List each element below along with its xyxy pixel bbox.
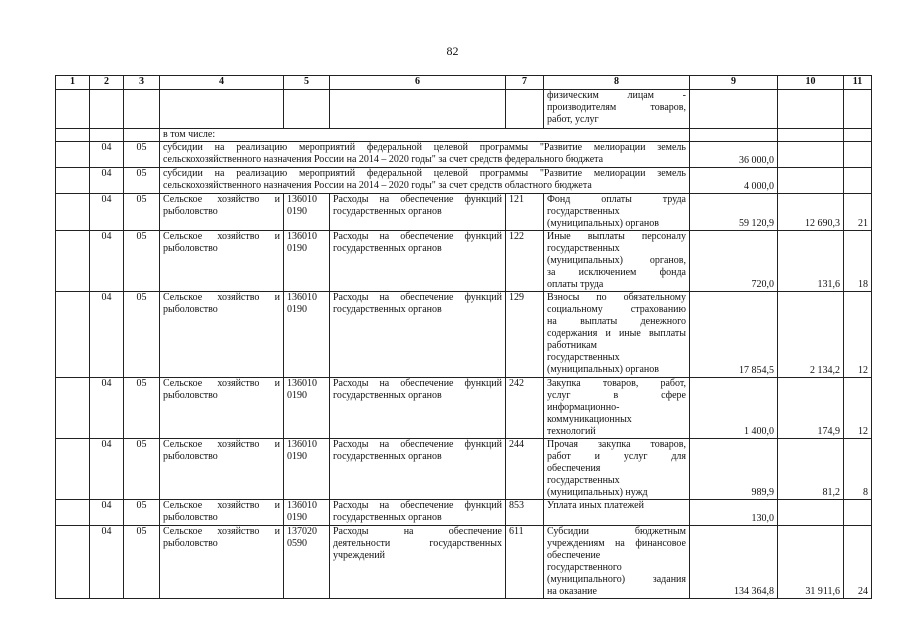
section-code-text: 04 <box>101 439 112 450</box>
section-code <box>90 231 124 292</box>
column-header <box>690 76 778 90</box>
executed-amount-text: 174,9 <box>817 426 840 437</box>
cell-line: Фонд оплаты труда <box>547 194 686 205</box>
section-code-text: 04 <box>101 526 112 537</box>
column-header <box>544 76 690 90</box>
expense-type-name <box>544 526 690 599</box>
empty-cell <box>56 500 90 526</box>
cell-line: государственных <box>547 352 620 363</box>
plan-amount <box>690 231 778 292</box>
cell-line: коммуникационных <box>547 414 632 425</box>
cell-line: Взносы по обязательному <box>547 292 686 303</box>
budget-row <box>56 231 872 292</box>
execution-percent <box>844 378 872 439</box>
budget-row <box>56 194 872 231</box>
subsection-code <box>124 231 160 292</box>
section-code-text: 04 <box>101 194 112 205</box>
subsection-code-text: 05 <box>136 142 147 153</box>
budget-row <box>56 500 872 526</box>
target-article-code <box>284 378 330 439</box>
empty-cell <box>690 90 778 129</box>
plan-amount-text: 17 854,5 <box>739 365 774 376</box>
executed-amount-text: 81,2 <box>822 487 840 498</box>
expense-description <box>330 526 506 599</box>
column-header-label: 1 <box>70 76 75 87</box>
empty-cell <box>690 129 778 142</box>
cell-line: государственных органов <box>333 512 442 523</box>
section-name <box>160 194 284 231</box>
expense-type-name <box>544 500 690 526</box>
expense-type-code-text: 129 <box>509 292 524 303</box>
cell-line: государственных <box>547 243 620 254</box>
cell-line: государственных <box>547 206 620 217</box>
section-code-text: 04 <box>101 231 112 242</box>
executed-amount <box>778 378 844 439</box>
empty-cell <box>90 129 124 142</box>
cell-line: физическим лицам - <box>547 90 686 101</box>
column-header <box>160 76 284 90</box>
expense-type-code <box>506 231 544 292</box>
cell-line: Закупка товаров, работ, <box>547 378 686 389</box>
executed-amount <box>778 439 844 500</box>
execution-percent <box>844 439 872 500</box>
target-article-code <box>284 292 330 378</box>
cell-line: рыболовство <box>163 243 218 254</box>
cell-line: работ, услуг <box>547 114 599 125</box>
section-code-text: 04 <box>101 168 112 179</box>
cell-line: рыболовство <box>163 304 218 315</box>
execution-percent-text: 12 <box>858 426 868 437</box>
cell-line: Расходы на обеспечение функций <box>333 231 502 242</box>
cell-line: Расходы на обеспечение <box>333 526 502 537</box>
execution-percent <box>844 292 872 378</box>
cell-line: оплаты труда <box>547 279 604 290</box>
continuation-row <box>56 90 872 129</box>
expense-type-code <box>506 526 544 599</box>
budget-row <box>56 378 872 439</box>
column-header-label: 10 <box>805 76 816 87</box>
column-header <box>56 76 90 90</box>
empty-cell <box>56 378 90 439</box>
cell-line: 0190 <box>287 206 307 217</box>
cell-line: Расходы на обеспечение функций <box>333 292 502 303</box>
subsection-code <box>124 292 160 378</box>
in-number-row <box>56 129 872 142</box>
executed-amount <box>778 526 844 599</box>
cell-line: (муниципальных) органов <box>547 218 660 229</box>
expense-description <box>330 292 506 378</box>
cell-line: рыболовство <box>163 538 218 549</box>
section-name <box>160 378 284 439</box>
empty-cell <box>778 142 844 168</box>
expense-description <box>330 378 506 439</box>
cell-line: государственных органов <box>333 206 442 217</box>
budget-row <box>56 439 872 500</box>
cell-line: Сельское хозяйство и <box>163 526 280 537</box>
cell-line: 136010 <box>287 378 317 389</box>
budget-table <box>55 75 872 599</box>
cell-line: рыболовство <box>163 451 218 462</box>
empty-cell <box>778 90 844 129</box>
section-code-text: 04 <box>101 500 112 511</box>
empty-cell <box>844 129 872 142</box>
expense-type-code <box>506 500 544 526</box>
execution-percent <box>844 194 872 231</box>
cell-line: государственных органов <box>333 390 442 401</box>
cell-line: государственных <box>547 475 620 486</box>
cell-line: Сельское хозяйство и <box>163 500 280 511</box>
section-code <box>90 292 124 378</box>
cell-line: производителям товаров, <box>547 102 686 113</box>
execution-percent-text: 21 <box>858 218 868 229</box>
column-header <box>124 76 160 90</box>
cell-line: учреждениям на финансовое <box>547 538 686 549</box>
empty-cell <box>778 129 844 142</box>
expense-type-code-text: 244 <box>509 439 524 450</box>
cell-line: работ и услуг для <box>547 451 686 462</box>
section-name <box>160 439 284 500</box>
empty-cell <box>160 90 284 129</box>
cell-line: 137020 <box>287 526 317 537</box>
section-code <box>90 142 124 168</box>
budget-row <box>56 292 872 378</box>
cell-line: субсидии на реализацию мероприятий федеральной целевой программы "Развитие мелиорации земель <box>163 142 686 153</box>
executed-amount <box>778 231 844 292</box>
cell-line: Расходы на обеспечение функций <box>333 378 502 389</box>
target-article-code <box>284 526 330 599</box>
empty-cell <box>124 90 160 129</box>
subsidy-row <box>56 168 872 194</box>
cell-line: 0190 <box>287 512 307 523</box>
subsection-code <box>124 526 160 599</box>
cell-line: 0590 <box>287 538 307 549</box>
empty-cell <box>284 90 330 129</box>
column-header-label: 8 <box>614 76 619 87</box>
plan-amount <box>690 378 778 439</box>
empty-cell <box>56 526 90 599</box>
subsection-code <box>124 439 160 500</box>
execution-percent-text: 8 <box>863 487 868 498</box>
column-header-label: 2 <box>104 76 109 87</box>
header-row <box>56 76 872 90</box>
subsidy-description <box>160 168 690 194</box>
target-article-code <box>284 439 330 500</box>
expense-type-code-text: 853 <box>509 500 524 511</box>
subsection-code <box>124 194 160 231</box>
expense-description <box>330 194 506 231</box>
cell-line: Иные выплаты персоналу <box>547 231 686 242</box>
cell-line: Прочая закупка товаров, <box>547 439 686 450</box>
column-header-label: 5 <box>304 76 309 87</box>
empty-cell <box>330 90 506 129</box>
expense-description <box>330 439 506 500</box>
cell-line: обеспечение <box>547 550 601 561</box>
section-code <box>90 168 124 194</box>
cell-line: (муниципальных) органов <box>547 364 660 375</box>
column-header <box>778 76 844 90</box>
subsection-code-text: 05 <box>136 378 147 389</box>
expense-type-code <box>506 378 544 439</box>
budget-row <box>56 526 872 599</box>
cell-line: 0190 <box>287 390 307 401</box>
cell-line: рыболовство <box>163 206 218 217</box>
cell-line: Сельское хозяйство и <box>163 378 280 389</box>
subsection-code <box>124 142 160 168</box>
section-code <box>90 526 124 599</box>
plan-amount-text: 989,9 <box>751 487 774 498</box>
cell-line: 0190 <box>287 243 307 254</box>
expense-description <box>330 500 506 526</box>
cell-line: 136010 <box>287 231 317 242</box>
page-number: 82 <box>446 44 459 58</box>
subsidy-description <box>160 142 690 168</box>
cell-line: учреждений <box>333 550 385 561</box>
cell-line: 0190 <box>287 451 307 462</box>
cell-line: технологий <box>547 426 596 437</box>
section-code <box>90 500 124 526</box>
expense-type-code-text: 611 <box>509 526 524 537</box>
section-code-text: 04 <box>101 292 112 303</box>
cell-line: сельскохозяйственного назначения России на 2014 – 2020 годы" за счет средств областного бюджета <box>163 180 592 191</box>
cell-line: (муниципальных) органов, <box>547 255 686 266</box>
plan-amount <box>690 194 778 231</box>
section-name <box>160 500 284 526</box>
subsection-code-text: 05 <box>136 292 147 303</box>
executed-amount <box>778 500 844 526</box>
section-name <box>160 292 284 378</box>
execution-percent <box>844 526 872 599</box>
subsection-code-text: 05 <box>136 194 147 205</box>
column-header <box>284 76 330 90</box>
executed-amount <box>778 194 844 231</box>
cell-line: Уплата иных платежей <box>547 500 644 511</box>
cell-line: содержания и иные выплаты <box>547 328 686 339</box>
cell-line: обеспечения <box>547 463 601 474</box>
section-name <box>160 526 284 599</box>
expense-type-cell <box>544 90 690 129</box>
expense-type-name <box>544 231 690 292</box>
execution-percent-text: 12 <box>858 365 868 376</box>
executed-amount-text: 31 911,6 <box>805 586 840 597</box>
plan-amount-text: 59 120,9 <box>739 218 774 229</box>
cell-line: рыболовство <box>163 512 218 523</box>
cell-line: 136010 <box>287 292 317 303</box>
cell-line: Расходы на обеспечение функций <box>333 439 502 450</box>
column-header-label: 4 <box>219 76 224 87</box>
subsection-code <box>124 378 160 439</box>
empty-cell <box>56 439 90 500</box>
cell-line: 136010 <box>287 194 317 205</box>
plan-amount <box>690 292 778 378</box>
expense-type-code-text: 242 <box>509 378 524 389</box>
target-article-code <box>284 194 330 231</box>
section-code-text: 04 <box>101 142 112 153</box>
empty-cell <box>56 129 90 142</box>
empty-cell <box>90 90 124 129</box>
column-header-label: 9 <box>731 76 736 87</box>
subsection-code <box>124 168 160 194</box>
expense-type-code <box>506 292 544 378</box>
empty-cell <box>56 168 90 194</box>
section-code <box>90 378 124 439</box>
expense-type-code-text: 122 <box>509 231 524 242</box>
expense-description <box>330 231 506 292</box>
executed-amount <box>778 292 844 378</box>
empty-cell <box>56 90 90 129</box>
executed-amount-text: 131,6 <box>817 279 840 290</box>
subsection-code-text: 05 <box>136 231 147 242</box>
section-code-text: 04 <box>101 378 112 389</box>
subsection-code-text: 05 <box>136 526 147 537</box>
cell-line: Сельское хозяйство и <box>163 292 280 303</box>
empty-cell <box>844 90 872 129</box>
target-article-code <box>284 231 330 292</box>
executed-amount-text: 2 134,2 <box>810 365 840 376</box>
empty-cell <box>778 168 844 194</box>
plan-amount-text: 134 364,8 <box>734 586 774 597</box>
cell-line: Сельское хозяйство и <box>163 439 280 450</box>
column-header-label: 11 <box>852 76 863 87</box>
target-article-code <box>284 500 330 526</box>
execution-percent-text: 24 <box>858 586 868 597</box>
plan-amount <box>690 142 778 168</box>
cell-line: Сельское хозяйство и <box>163 194 280 205</box>
expense-type-name <box>544 194 690 231</box>
empty-cell <box>56 142 90 168</box>
empty-cell <box>506 90 544 129</box>
executed-amount-text: 12 690,3 <box>805 218 840 229</box>
expense-type-code <box>506 194 544 231</box>
empty-cell <box>844 168 872 194</box>
expense-type-code <box>506 439 544 500</box>
in-number-text: в том числе: <box>163 129 216 140</box>
empty-cell <box>56 292 90 378</box>
column-header-label: 6 <box>415 76 420 87</box>
subsidy-row <box>56 142 872 168</box>
subsection-code-text: 05 <box>136 439 147 450</box>
cell-line: субсидии на реализацию мероприятий федеральной целевой программы "Развитие мелиорации земель <box>163 168 686 179</box>
column-header <box>506 76 544 90</box>
plan-amount <box>690 168 778 194</box>
cell-line: социальному страхованию <box>547 304 686 315</box>
expense-type-name <box>544 378 690 439</box>
plan-amount-text: 4 000,0 <box>744 181 774 192</box>
execution-percent-text: 18 <box>858 279 868 290</box>
column-header <box>330 76 506 90</box>
cell-line: рыболовство <box>163 390 218 401</box>
cell-line: Субсидии бюджетным <box>547 526 686 537</box>
plan-amount-text: 130,0 <box>751 513 774 524</box>
expense-type-code-text: 121 <box>509 194 524 205</box>
plan-amount <box>690 439 778 500</box>
empty-cell <box>56 231 90 292</box>
cell-line: Сельское хозяйство и <box>163 231 280 242</box>
plan-amount <box>690 526 778 599</box>
cell-line: Расходы на обеспечение функций <box>333 194 502 205</box>
execution-percent <box>844 500 872 526</box>
subsection-code <box>124 500 160 526</box>
cell-line: на выплаты денежного <box>547 316 686 327</box>
cell-line: 136010 <box>287 500 317 511</box>
plan-amount <box>690 500 778 526</box>
in-number-label <box>160 129 690 142</box>
section-name <box>160 231 284 292</box>
cell-line: услуг в сфере <box>547 390 686 401</box>
cell-line: 136010 <box>287 439 317 450</box>
cell-line: Расходы на обеспечение функций <box>333 500 502 511</box>
subsection-code-text: 05 <box>136 168 147 179</box>
cell-line: 0190 <box>287 304 307 315</box>
column-header <box>90 76 124 90</box>
cell-line: государственного <box>547 562 622 573</box>
cell-line: на оказание <box>547 586 597 597</box>
section-code <box>90 194 124 231</box>
execution-percent <box>844 231 872 292</box>
empty-cell <box>56 194 90 231</box>
column-header-label: 7 <box>522 76 527 87</box>
cell-line: сельскохозяйственного назначения России на 2014 – 2020 годы" за счет средств федерального бюджета <box>163 154 604 165</box>
section-code <box>90 439 124 500</box>
expense-type-name <box>544 439 690 500</box>
column-header <box>844 76 872 90</box>
plan-amount-text: 1 400,0 <box>744 426 774 437</box>
subsection-code-text: 05 <box>136 500 147 511</box>
cell-line: (муниципального) задания <box>547 574 686 585</box>
cell-line: государственных органов <box>333 243 442 254</box>
cell-line: за исключением фонда <box>547 267 686 278</box>
cell-line: информационно- <box>547 402 620 413</box>
cell-line: деятельности государственных <box>333 538 502 549</box>
plan-amount-text: 720,0 <box>751 279 774 290</box>
column-header-label: 3 <box>139 76 144 87</box>
cell-line: государственных органов <box>333 451 442 462</box>
cell-line: государственных органов <box>333 304 442 315</box>
expense-type-name <box>544 292 690 378</box>
plan-amount-text: 36 000,0 <box>739 155 774 166</box>
empty-cell <box>124 129 160 142</box>
empty-cell <box>844 142 872 168</box>
cell-line: работникам <box>547 340 597 351</box>
cell-line: (муниципальных) нужд <box>547 487 648 498</box>
